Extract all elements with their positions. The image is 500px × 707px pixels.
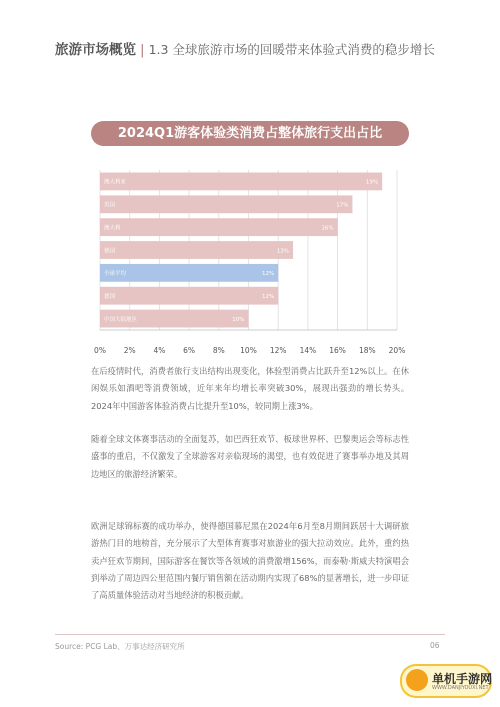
paragraph-1: 在后疫情时代，消费者旅行支出结构出现变化，体验型消费占比跃升至12%以上。在休闲娱乐如酒吧等消费领域，近年来年均增长率突破30%，展现出强劲的增长势头。2024年中国游客体验消费占比提升至10%，较同期上涨3%。 bbox=[91, 366, 409, 411]
bar bbox=[100, 195, 352, 213]
bar-category-label: 全球平均 bbox=[104, 271, 127, 278]
bar-value-label: 19% bbox=[365, 179, 379, 186]
bar bbox=[100, 287, 278, 305]
header-separator: | bbox=[140, 42, 145, 58]
bar-category-label: 澳大利亚 bbox=[104, 179, 127, 186]
x-tick-label: 2% bbox=[123, 346, 136, 355]
bar-value-label: 10% bbox=[232, 316, 245, 323]
header-title: 1.3 全球旅游市场的回暖带来体验式消费的稳步增长 bbox=[148, 42, 435, 57]
section-name: 旅游市场概览 bbox=[55, 42, 136, 58]
chart-title: 2024Q1游客体验类消费占整体旅行支出占比 bbox=[91, 121, 409, 146]
bar bbox=[100, 218, 338, 236]
paragraph-2: 随着全球文体赛事活动的全面复苏，如巴西狂欢节、板球世界杯、巴黎奥运会等标志性盛事的重启，不仅激发了全球游客对亲临现场的渴望，也有效促进了赛事举办地及其周边地区的旅游经济繁荣。 bbox=[91, 434, 409, 479]
x-tick-label: 6% bbox=[183, 346, 196, 355]
bar bbox=[100, 173, 382, 191]
x-tick-label: 10% bbox=[240, 346, 257, 355]
bar-category-label: 英国 bbox=[104, 202, 116, 209]
paragraph-3: 欧洲足球锦标赛的成功举办，使得德国慕尼黑在2024年6月至8月期间跃居十大调研旅游热门目的地榜首，充分展示了大型体育赛事对旅游业的强大拉动效应。此外，重约热卖卢狂欢节期间，国际游客在餐饮等各领域的消费激增156%，而泰勒·斯威夫特演唱会到举动了周边四公里范围内餐厅销售额在活动期内实现了68%的显著增长，进一步印证了高质量体验活动对当地经济的积极贡献。 bbox=[91, 521, 409, 601]
bar bbox=[100, 264, 278, 282]
footer-source: Source: PCG Lab、万事达经济研究所 bbox=[55, 642, 185, 651]
x-tick-label: 0% bbox=[94, 346, 106, 355]
logo-url: WWW.DANJIYOUXI.NET bbox=[432, 685, 489, 691]
bar-category-label: 澳大利 bbox=[104, 225, 121, 232]
logo-text: 单机手游网 bbox=[432, 672, 493, 686]
x-tick-label: 12% bbox=[269, 346, 287, 355]
bar-value-label: 13% bbox=[276, 248, 290, 255]
x-tick-label: 16% bbox=[329, 346, 346, 355]
bar bbox=[100, 241, 293, 259]
bar-value-label: 17% bbox=[336, 202, 349, 209]
bar-value-label: 12% bbox=[261, 294, 275, 301]
bar-value-label: 16% bbox=[321, 225, 334, 232]
x-tick-label: 4% bbox=[153, 346, 166, 355]
bar-category-label: 德国 bbox=[104, 248, 116, 255]
x-tick-label: 18% bbox=[358, 346, 376, 355]
x-tick-label: 20% bbox=[388, 346, 406, 355]
bar-category-label: 中国大陆地区 bbox=[104, 316, 138, 323]
logo-icon bbox=[406, 669, 428, 691]
watermark-logo bbox=[400, 664, 492, 698]
footer-divider bbox=[55, 634, 445, 635]
x-tick-label: 14% bbox=[299, 346, 317, 355]
page-number: 06 bbox=[430, 641, 440, 650]
bar-value-label: 12% bbox=[261, 271, 275, 278]
bar-category-label: 德国 bbox=[104, 294, 116, 301]
x-tick-label: 8% bbox=[212, 346, 225, 355]
